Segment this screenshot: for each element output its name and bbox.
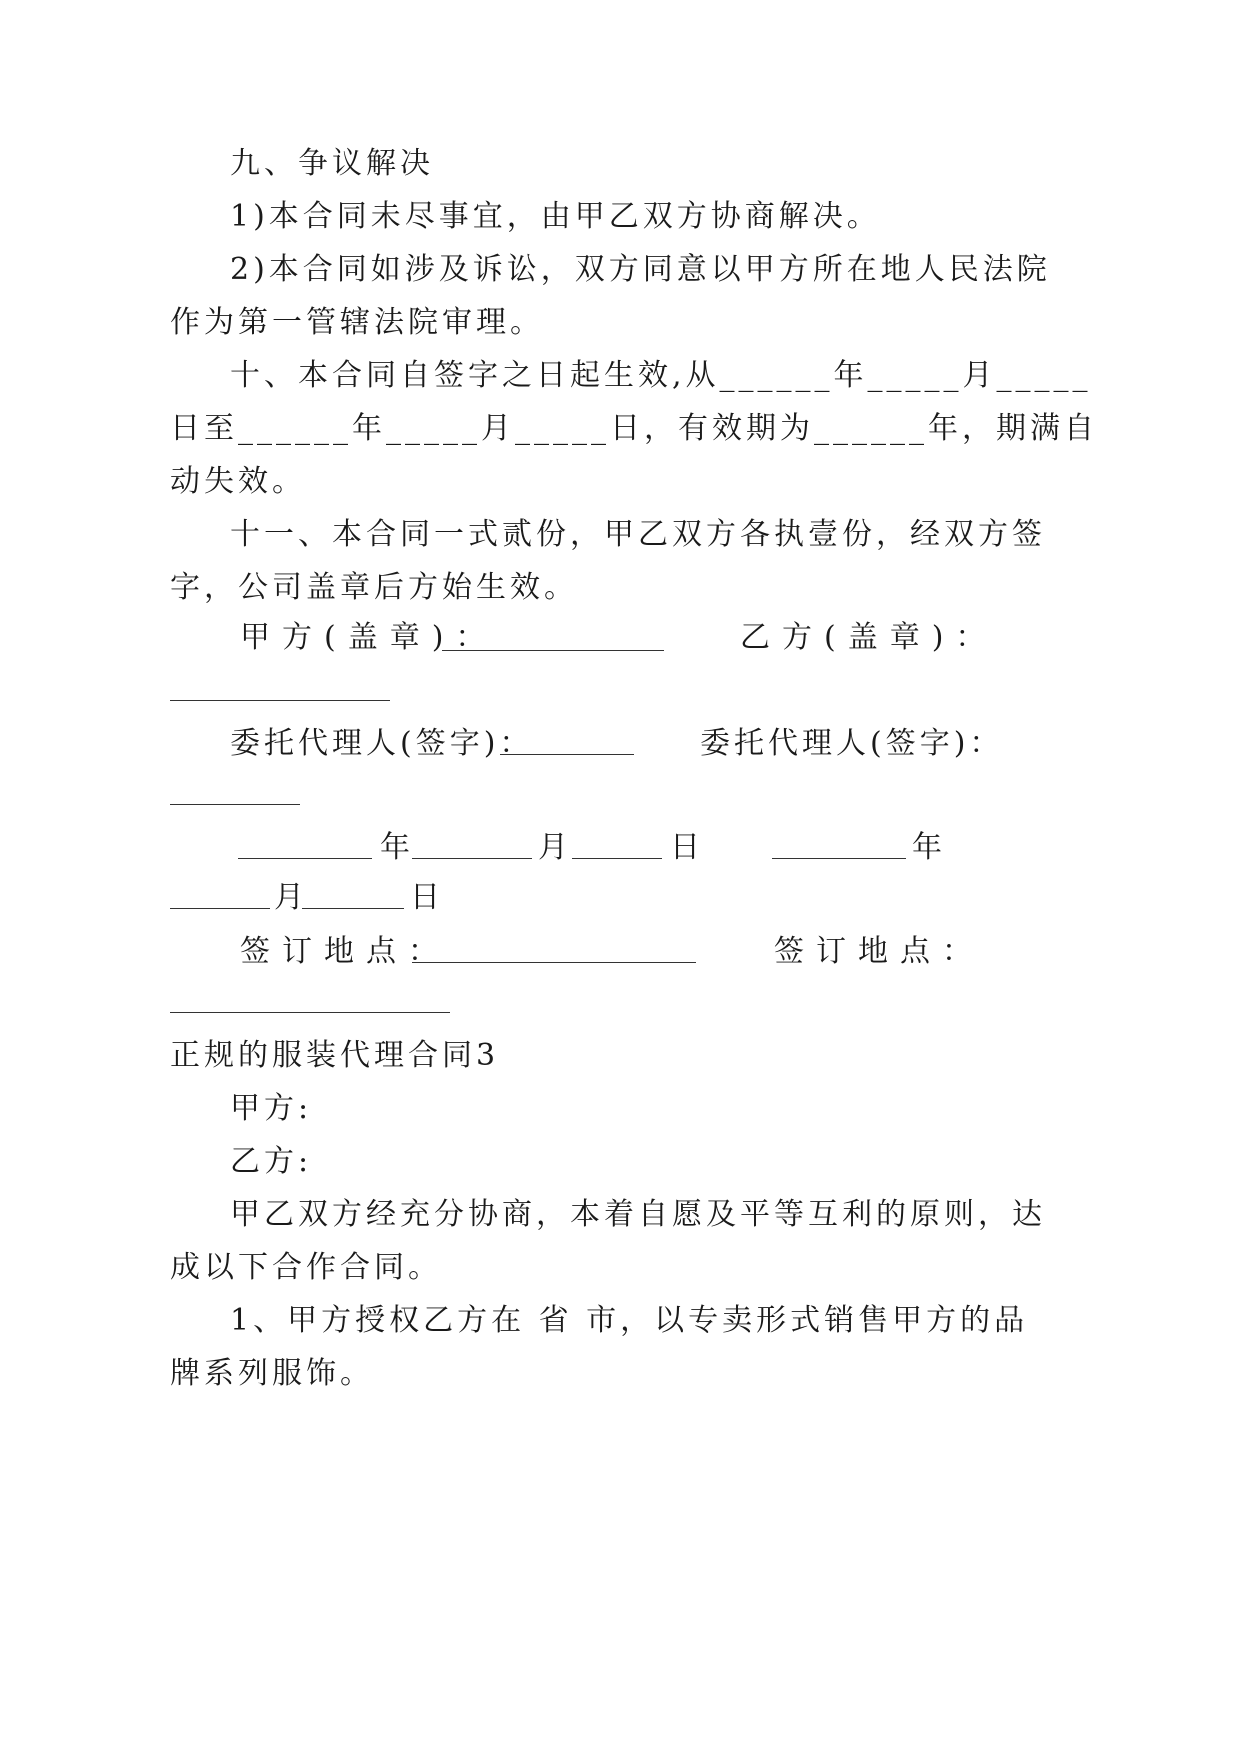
date-b-year-blank [772,858,906,859]
date-a-day-blank [572,858,662,859]
date-b-month-label: 月 [274,880,308,915]
date-a-year-label: 年 [380,830,414,865]
contract-3-intro-line-2: 成以下合作合同。 [170,1250,442,1285]
section-10-line-3: 动失效。 [170,464,306,499]
contract-3-heading: 正规的服装代理合同3 [170,1038,500,1073]
party-a-seal-blank [442,650,664,651]
party-b-seal-label: 乙方(盖章)： [740,620,998,655]
section-9-item-1: 1)本合同未尽事宜，由甲乙双方协商解决。 [230,199,881,234]
section-9-item-2-line-1: 2)本合同如涉及诉讼，双方同意以甲方所在地人民法院 [230,252,1051,287]
party-a-seal-label: 甲方(盖章)： [240,620,498,655]
contract-3-party-b: 乙方: [230,1144,313,1179]
date-a-month-blank [412,858,532,859]
date-a-year-blank [238,858,372,859]
section-9-item-2-line-2: 作为第一管辖法院审理。 [170,305,544,340]
party-b-seal-blank [170,700,390,701]
section-10-line-1: 十、本合同自签字之日起生效,从______年_____月_____ [230,358,1092,393]
contract-3-clause-1-line-1: 1、甲方授权乙方在 省 市，以专卖形式销售甲方的品 [230,1303,1029,1338]
agent-b-label: 委托代理人(签字)： [700,726,1004,761]
date-b-day-blank [302,908,404,909]
section-9-title: 九、争议解决 [230,146,434,181]
contract-3-clause-1-line-2: 牌系列服饰。 [170,1356,374,1391]
signing-place-b-label: 签订地点： [774,934,984,969]
date-a-day-label: 日 [670,830,704,865]
signing-place-a-label: 签订地点： [240,934,450,969]
date-b-month-blank [170,908,270,909]
section-11-line-2: 字，公司盖章后方始生效。 [170,570,578,605]
agent-a-label: 委托代理人(签字)： [230,726,534,761]
agent-a-blank [500,754,634,755]
signing-place-b-blank [170,1012,450,1013]
section-11-line-1: 十一、本合同一式贰份，甲乙双方各执壹份，经双方签 [230,517,1046,552]
agent-b-blank [170,804,300,805]
contract-3-party-a: 甲方: [230,1091,313,1126]
section-10-line-2: 日至______年_____月_____日，有效期为______年，期满自 [170,411,1098,446]
contract-3-intro-line-1: 甲乙双方经充分协商，本着自愿及平等互利的原则，达 [230,1197,1046,1232]
date-b-day-label: 日 [410,880,444,915]
date-a-month-label: 月 [538,830,572,865]
date-b-year-label: 年 [912,830,946,865]
signing-place-a-blank [412,962,696,963]
